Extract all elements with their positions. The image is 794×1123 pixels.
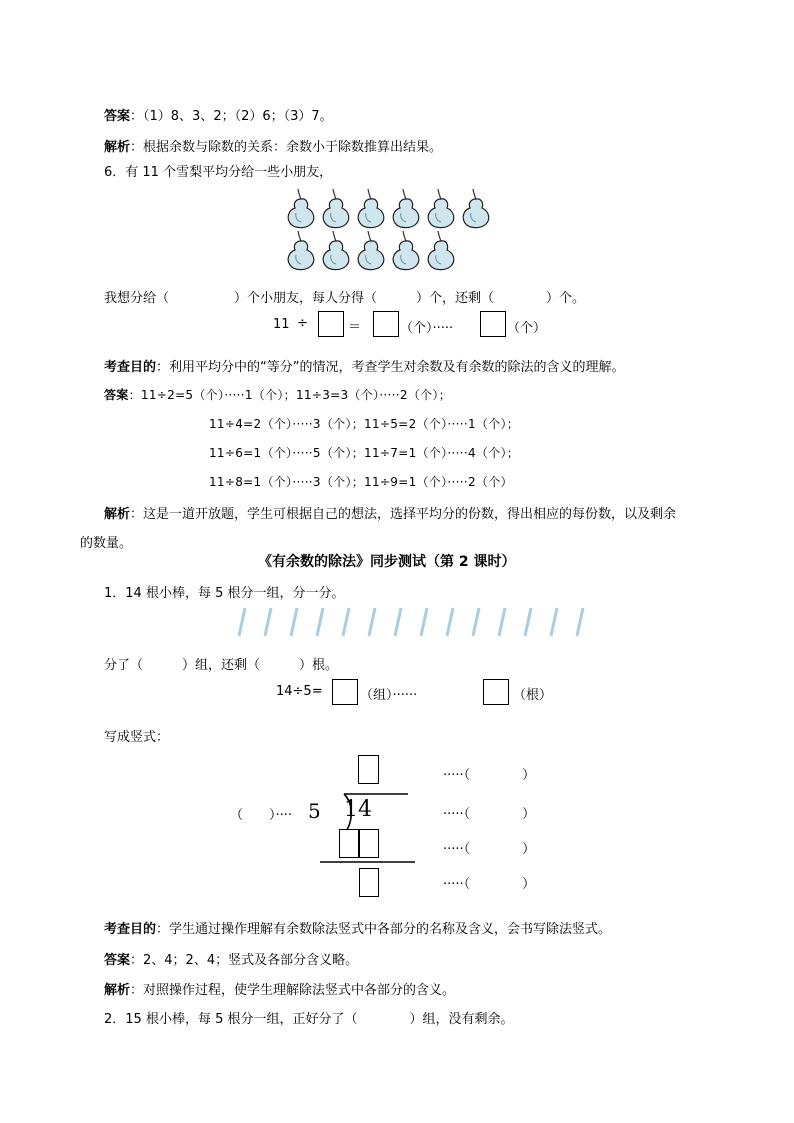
row-label-product: ·····（ ） xyxy=(443,842,536,857)
q6-eq-unit2: （个） xyxy=(507,321,547,336)
q6-stem: 6．有 11 个雪梨平均分给一些小朋友， xyxy=(104,165,333,180)
dividend: 14 xyxy=(344,797,372,822)
vertical-form-label: 写成竖式： xyxy=(104,730,170,745)
answer-text: ：2、4；2、4；竖式及各部分含义略。 xyxy=(130,953,359,968)
q6-analysis-cont: 的数量。 xyxy=(80,536,133,551)
q6-answer-line-3: 11÷6=1（个）·····5（个）；11÷7=1（个）·····4（个）； xyxy=(209,446,520,460)
pear-illustration xyxy=(280,186,510,274)
q6-purpose xyxy=(104,356,625,375)
purpose-label: 考查目的 xyxy=(104,922,157,937)
stick-icon xyxy=(239,608,245,636)
pear-icon xyxy=(323,231,349,270)
pear-icon xyxy=(393,189,419,228)
pear-icon xyxy=(358,231,384,270)
pear-icon xyxy=(463,189,489,228)
answer-text: ：11÷2=5（个）·····1（个）；11÷3=3（个）·····2（个）； xyxy=(128,388,452,402)
stick-icon xyxy=(343,608,349,636)
stick-icon xyxy=(317,608,323,636)
stick-icon xyxy=(551,608,557,636)
q6-eq-div-sign: ÷ xyxy=(297,316,308,331)
s2q1-analysis xyxy=(104,979,455,998)
q5-analysis xyxy=(104,136,442,155)
pear-icon xyxy=(288,189,314,228)
analysis-text: ：根据余数与除数的关系：余数小于除数推算出结果。 xyxy=(130,140,443,155)
sticks-illustration xyxy=(236,606,596,638)
q6-eq-equals: ＝ xyxy=(348,320,362,335)
divisor: 5 xyxy=(308,799,321,823)
stick-icon xyxy=(291,608,297,636)
pear-icon xyxy=(393,231,419,270)
q6-answer-line-4: 11÷8=1（个）·····3（个）；11÷9=1（个）·····2（个） xyxy=(209,475,513,489)
stick-icon xyxy=(577,608,583,636)
s2q1-eq-unit2: （根） xyxy=(513,688,553,703)
s2q2-stem: 2．15 根小棒，每 5 根分一组，正好分了（ ）组，没有剩余。 xyxy=(104,1012,514,1027)
stick-icon xyxy=(395,608,401,636)
q6-fill-line: 我想分给（ ）个小朋友，每人分得（ ）个，还剩（ ）个。 xyxy=(104,291,586,306)
answer-box[interactable] xyxy=(373,311,399,337)
s2q1-answer xyxy=(104,949,358,968)
answer-box[interactable] xyxy=(332,679,358,705)
quotient-box[interactable] xyxy=(358,755,379,784)
product-box-ones[interactable] xyxy=(359,829,379,858)
pear-icon xyxy=(323,189,349,228)
stick-icon xyxy=(421,608,427,636)
answer-label: 答案 xyxy=(104,388,129,402)
row-label-dividend: ·····（ ） xyxy=(443,807,536,822)
s2q1-stem: 1．14 根小棒，每 5 根分一组，分一分。 xyxy=(104,586,345,601)
s2q1-fill-line: 分了（ ）组，还剩（ ）根。 xyxy=(104,658,339,673)
stick-icon xyxy=(369,608,375,636)
q5-answer xyxy=(104,105,333,124)
stick-icon xyxy=(447,608,453,636)
q6-analysis xyxy=(104,503,676,522)
answer-label: 答案 xyxy=(104,109,131,124)
row-label-remainder: ·····（ ） xyxy=(443,877,536,892)
row-label-quotient: ·····（ ） xyxy=(443,768,536,783)
product-box-tens[interactable] xyxy=(339,829,359,858)
answer-box[interactable] xyxy=(318,311,344,337)
q6-eq-unit1: （个）····· xyxy=(400,321,454,336)
answer-box[interactable] xyxy=(480,311,506,337)
analysis-label: 解析 xyxy=(104,140,131,155)
purpose-label: 考查目的 xyxy=(104,360,157,375)
purpose-text: ：学生通过操作理解有余数除法竖式中各部分的名称及含义，会书写除法竖式。 xyxy=(156,922,612,937)
q6-answer-line-2: 11÷4=2（个）·····3（个）；11÷5=2（个）·····1（个）； xyxy=(209,417,520,431)
long-division-left-label: （ ）···· xyxy=(230,808,293,823)
analysis-text: ：这是一道开放题，学生可根据自己的想法，选择平均分的份数，得出相应的每份数，以及剩余 xyxy=(130,507,677,522)
pear-icon xyxy=(428,231,454,270)
s2q1-eq-left: 14÷5= xyxy=(276,684,323,699)
s2q1-purpose xyxy=(104,918,611,937)
answer-box[interactable] xyxy=(483,679,509,705)
section-title: 《有余数的除法》同步测试（第 2 课时） xyxy=(258,554,516,570)
stick-icon xyxy=(473,608,479,636)
pear-icon xyxy=(428,189,454,228)
pear-icon xyxy=(288,231,314,270)
s2q1-eq-unit1: （组）······ xyxy=(360,688,418,703)
analysis-label: 解析 xyxy=(104,983,131,998)
analysis-label: 解析 xyxy=(104,507,131,522)
stick-icon xyxy=(265,608,271,636)
purpose-text: ：利用平均分中的“等分”的情况，考查学生对余数及有余数的除法的含义的理解。 xyxy=(156,360,625,375)
stick-icon xyxy=(525,608,531,636)
remainder-box[interactable] xyxy=(359,868,379,897)
analysis-text: ：对照操作过程，使学生理解除法竖式中各部分的含义。 xyxy=(130,983,456,998)
q6-eq-dividend: 11 xyxy=(273,317,290,332)
q6-answer-line-1 xyxy=(104,386,451,403)
answer-text: ：（1）8、3、2；（2）6；（3）7。 xyxy=(130,109,333,124)
answer-label: 答案 xyxy=(104,953,131,968)
stick-icon xyxy=(499,608,505,636)
pear-icon xyxy=(358,189,384,228)
